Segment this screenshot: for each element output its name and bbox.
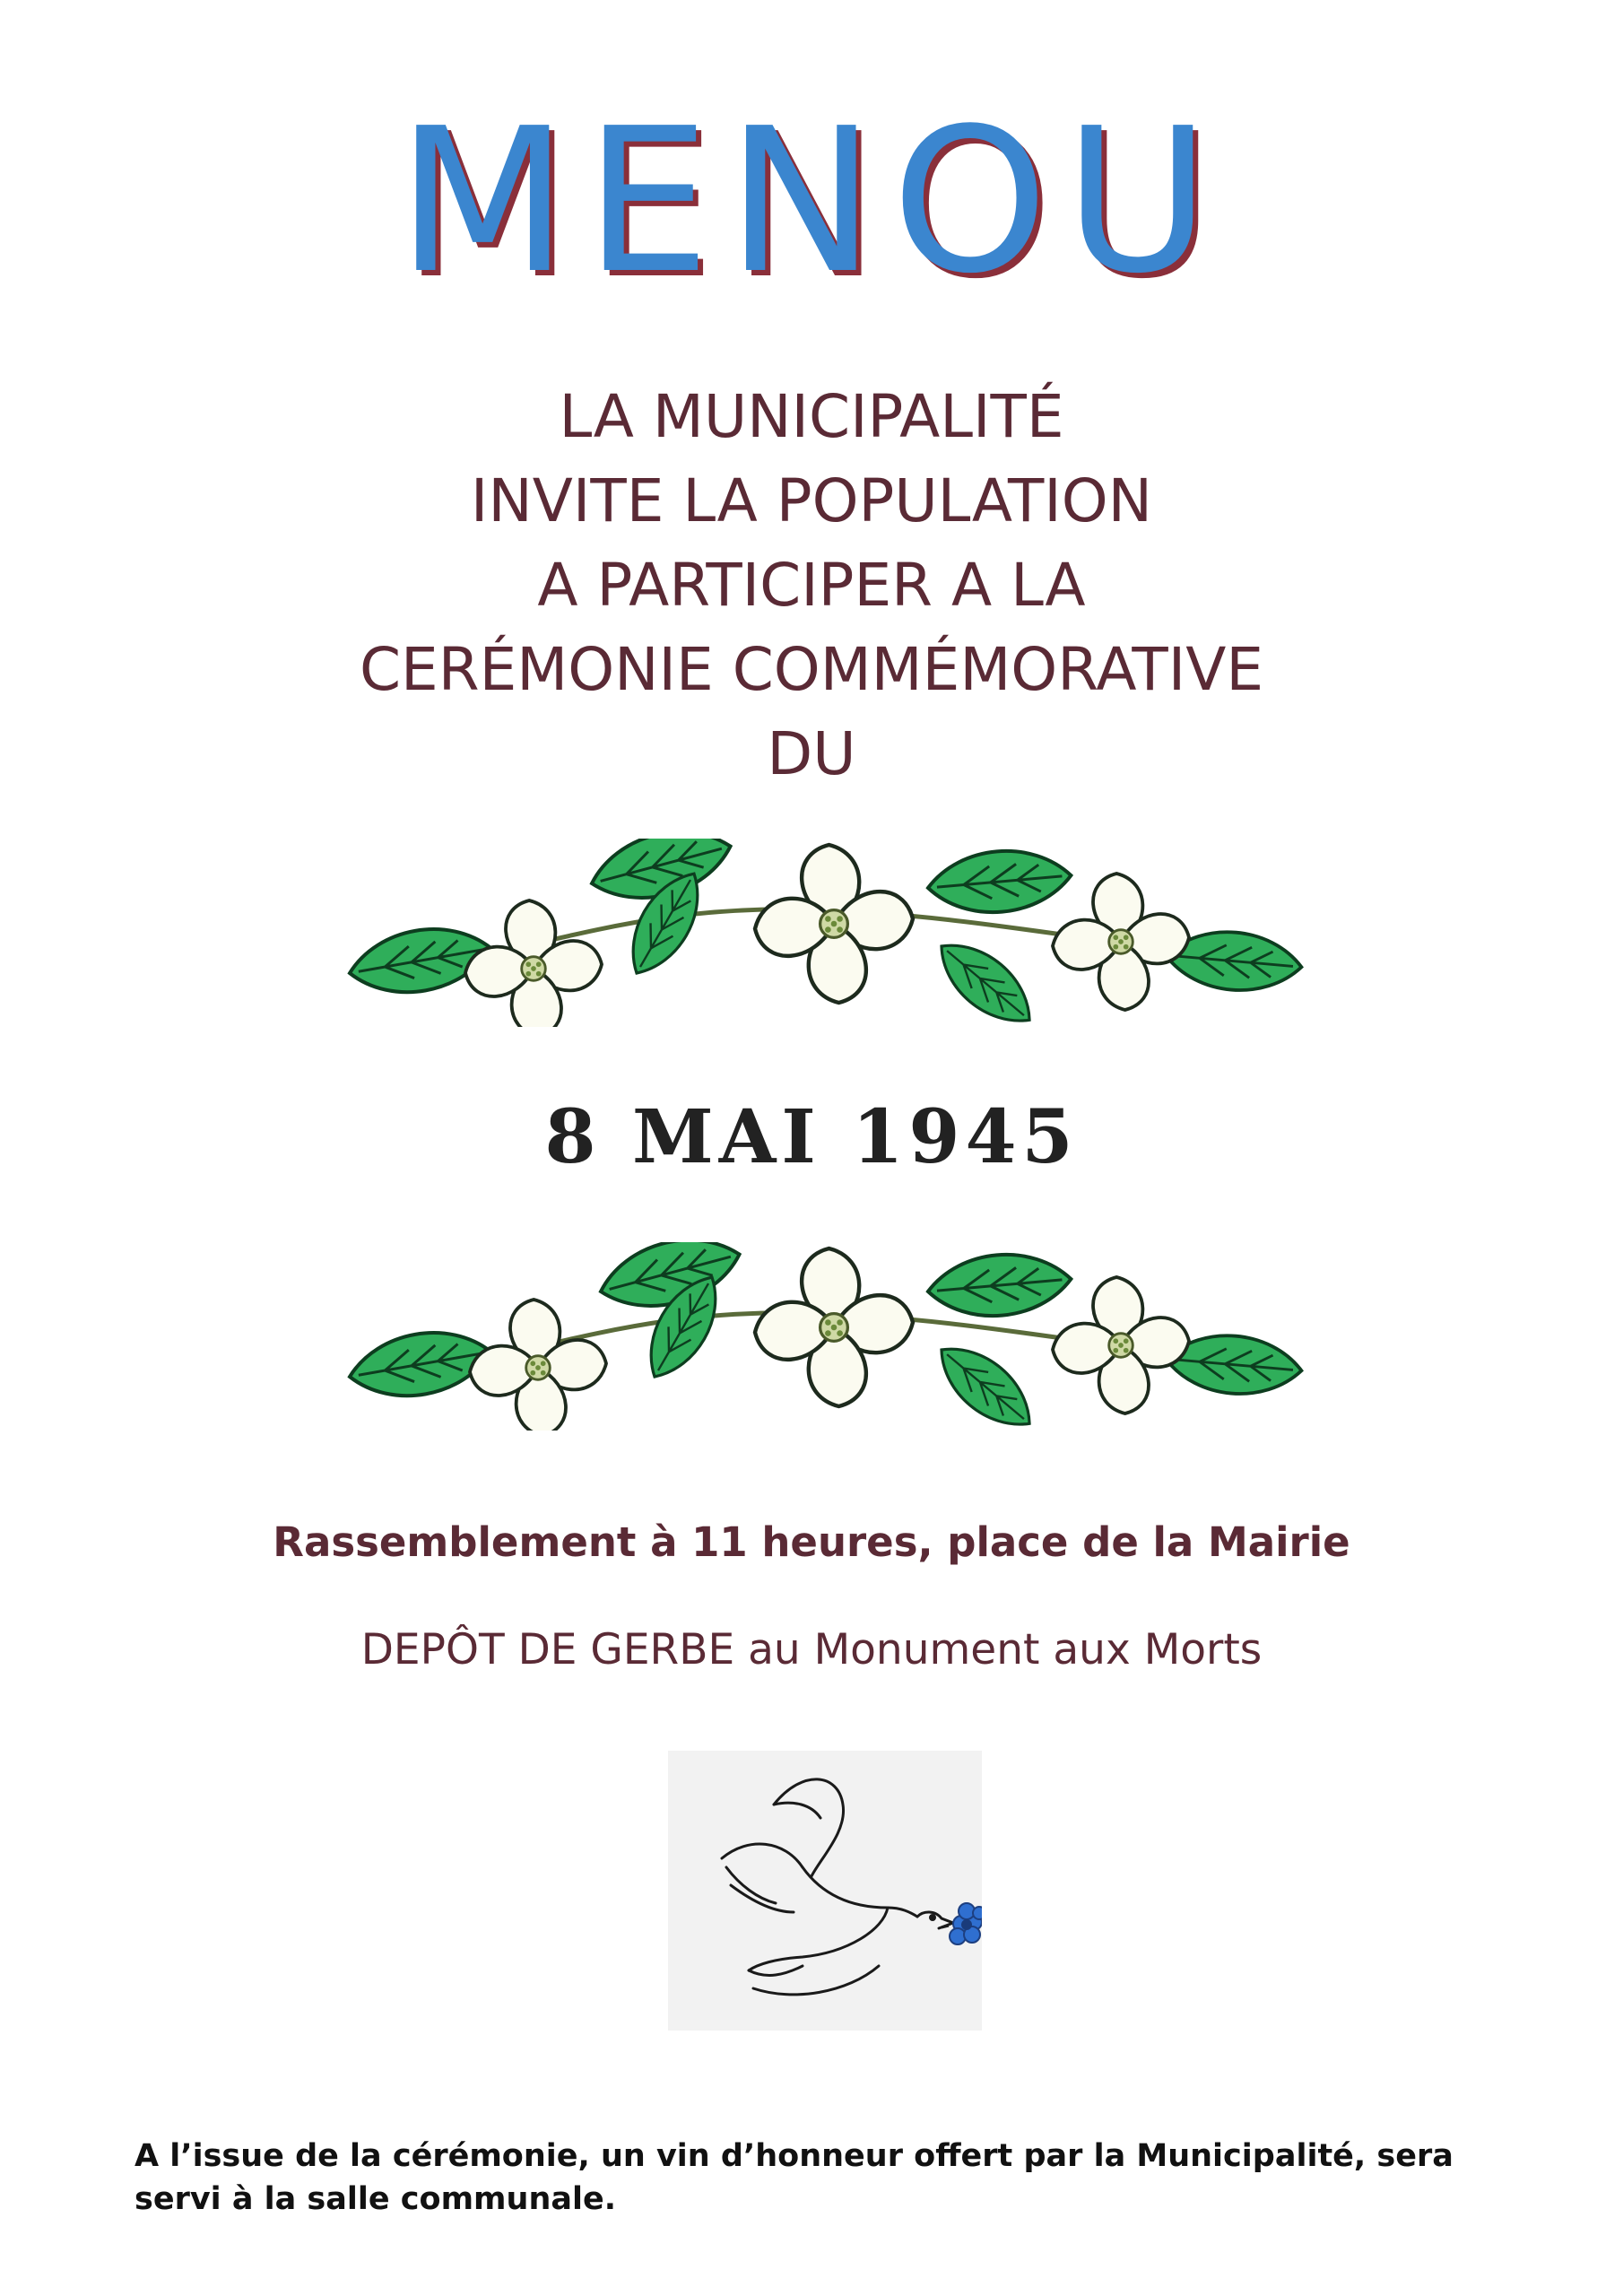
invitation-line: A PARTICIPER A LA (537, 551, 1086, 620)
date-heading: 8 MAI 1945 (544, 1094, 1079, 1180)
flower-garland-icon (332, 1242, 1318, 1431)
invitation-line: CERÉMONIE COMMÉMORATIVE (359, 635, 1264, 704)
invitation-line: INVITE LA POPULATION (470, 466, 1153, 535)
page-title: MENOU (396, 86, 1227, 317)
footer-note (135, 2135, 1497, 2221)
peace-dove-icon (668, 1751, 982, 2031)
invitation-text (0, 375, 1623, 796)
footer-line: A l’issue de la cérémonie, un vin d’honneur offert par la Municipalité, sera (135, 2138, 1454, 2174)
wreath-info: DEPÔT DE GERBE au Monument aux Morts (360, 1625, 1263, 1674)
invitation-line: LA MUNICIPALITÉ (559, 382, 1064, 451)
gathering-info: Rassemblement à 11 heures, place de la Mairie (273, 1518, 1350, 1566)
flower-garland-icon (332, 839, 1318, 1027)
dove-illustration (668, 1751, 982, 2031)
invitation-line: DU (767, 719, 856, 788)
footer-line: servi à la salle communale. (135, 2181, 617, 2217)
